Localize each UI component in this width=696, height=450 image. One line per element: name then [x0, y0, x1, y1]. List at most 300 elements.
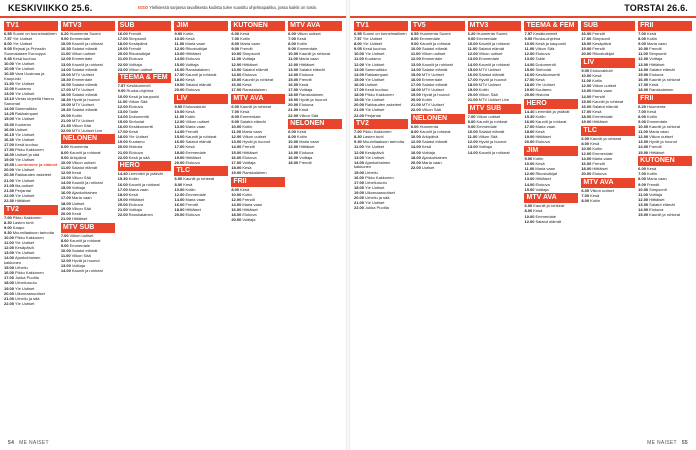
program-title: Jukka Puotila — [365, 205, 389, 211]
program-listing — [61, 217, 115, 222]
program-time: 9.00 — [524, 156, 533, 162]
program-title: Kauniit ja rohkeat — [478, 41, 510, 47]
program-time: 9.00 — [4, 224, 12, 230]
program-time: 8.30 — [354, 134, 362, 140]
program-time: 6.00 — [288, 129, 296, 135]
program-title: Salatut elämät — [478, 129, 505, 135]
program-title: Kotiin — [128, 176, 139, 182]
program-time: 8.00 — [638, 176, 646, 182]
program-time: 18.00 — [288, 92, 299, 98]
program-title: Rakkauden askeleet — [15, 172, 52, 178]
program-title: Hittiäiset — [649, 61, 665, 67]
program-time: 16.00 — [117, 31, 128, 36]
program-time: 18.00 — [174, 76, 185, 82]
program-title: Suomi on tunnelmallinen — [362, 31, 407, 36]
program-title: Elokuva — [592, 171, 607, 177]
program-title: Salatut elämät — [421, 66, 448, 72]
program-title: Hyvät ja huonot — [649, 139, 677, 145]
program-time: 13.00 — [638, 201, 649, 207]
channel-header: SUB — [118, 21, 172, 31]
program-title: Sammalikko — [365, 66, 387, 72]
program-time: 19.00 — [288, 97, 299, 103]
program-time: 9.00 — [410, 41, 419, 47]
program-time: 18.00 — [231, 164, 242, 170]
program-time: 8.00 — [4, 41, 12, 47]
left-page-number: 54 — [8, 440, 15, 446]
channel-header: KUTONEN — [638, 156, 692, 166]
program-time: 16.00 — [60, 81, 71, 87]
program-time: 17.00 — [354, 87, 365, 93]
program-title: Dokumentti — [128, 113, 149, 119]
program-title: Voittaja — [128, 207, 142, 213]
program-time: 19.00 — [174, 154, 185, 160]
listing-column — [411, 20, 465, 434]
program-time: 10.00 — [4, 61, 15, 67]
program-time: 10.00 — [231, 124, 242, 130]
program-time: 13.00 — [174, 51, 185, 57]
program-title: Viikon uutiset — [69, 232, 94, 238]
program-time: 10.30 — [4, 71, 15, 77]
program-time: 16.00 — [581, 103, 592, 109]
program-listing — [231, 88, 285, 93]
program-title: Frendit — [646, 181, 660, 187]
program-time: 22.00 — [117, 154, 128, 160]
program-time: 11.00 — [524, 166, 535, 172]
program-time: 8.00 — [231, 113, 240, 119]
program-title: Emmerdale — [421, 76, 443, 82]
program-title: Salatut elämät — [71, 164, 98, 170]
program-title: Elokuva — [242, 71, 257, 77]
program-time: 16.00 — [117, 124, 128, 130]
program-time: 6.20 — [60, 31, 69, 36]
program-title: Viikon uutiset — [649, 134, 673, 140]
program-time: 17.00 — [410, 81, 421, 87]
program-time: 18.00 — [410, 87, 421, 93]
program-listing — [118, 156, 172, 161]
program-title: Salatut elämät — [535, 218, 562, 224]
program-title: MTV Uutiset — [71, 71, 94, 77]
program-title: Ranskalainen — [242, 87, 267, 93]
program-title: MTV Uutiset Live — [478, 97, 510, 103]
program-title: Ajankohtainen kakkonen — [4, 255, 41, 266]
program-title: Kesä — [421, 144, 431, 150]
program-title: Voittaja — [242, 217, 256, 223]
program-title: Kesäkummeli — [533, 31, 558, 36]
program-time: 19.30 — [60, 107, 71, 113]
program-title: Sammalikko — [15, 106, 37, 112]
right-header-rule — [350, 16, 696, 18]
channel-header: LIV — [174, 94, 228, 104]
program-title: MTV Uutiset — [478, 81, 501, 87]
program-title: Viikon uutiset — [71, 51, 96, 57]
program-listing — [411, 166, 465, 171]
program-time: 9.00 — [581, 68, 590, 74]
program-title: Kesä — [185, 76, 195, 82]
program-title: Emmerdale — [592, 113, 613, 119]
program-time: 12.00 — [60, 56, 71, 62]
program-title: Kesä — [533, 208, 543, 214]
program-title: Emmerdale — [71, 56, 93, 62]
program-title: Yle Uutiset — [128, 134, 149, 140]
program-time: 9.00 — [60, 154, 69, 160]
program-time: 13.00 — [4, 91, 15, 97]
program-time: 14.00 — [174, 196, 185, 202]
program-title: Yle Uutiset — [365, 200, 385, 206]
channel-header: TV1 — [4, 21, 58, 31]
program-title: Rejmai ja Prinssiin Suomalaisen Eurooppa — [4, 46, 46, 56]
program-time: 21.00 — [60, 117, 71, 123]
program-title: MTV Uutiset — [71, 87, 94, 93]
right-page-day-header: TORSTAI 26.6. — [624, 3, 688, 13]
program-listing — [231, 218, 285, 223]
program-time: 11.00 — [231, 129, 242, 135]
program-title: Frendit — [128, 46, 142, 52]
program-title: Kauniit ja rohkeat — [71, 61, 103, 67]
program-title: Elokuva — [299, 102, 314, 108]
program-title: Yle Uutiset — [15, 131, 35, 137]
program-title: Ajankohtainen — [421, 154, 448, 160]
program-time: 10.00 — [638, 124, 649, 130]
program-title: Salatut elämät — [71, 66, 98, 72]
program-time: 10.00 — [60, 41, 71, 47]
program-listing — [638, 213, 692, 218]
program-listing — [231, 171, 285, 176]
program-title: Kesä — [535, 161, 545, 167]
program-time: 14.00 — [638, 66, 649, 72]
program-time: 10.00 — [524, 41, 535, 47]
program-time: 14.00 — [60, 180, 71, 186]
channel-header: MTV3 — [61, 21, 115, 31]
program-time: 16.00 — [60, 190, 71, 196]
program-title: Simpsonit — [242, 51, 260, 57]
program-title: Kauniit ja rohkeat — [592, 98, 624, 104]
program-title: Maria vaan — [535, 124, 556, 130]
program-title: Hittiäiset — [649, 196, 665, 202]
program-title: Emmerdale — [421, 56, 443, 62]
program-time: 7.57 — [524, 31, 533, 36]
program-time: 8.00 — [174, 181, 183, 187]
program-time: 16.00 — [231, 81, 242, 87]
program-title: Elokuva — [185, 56, 200, 62]
program-title: Ajankohtainen kakkonen — [354, 159, 391, 170]
program-time: 13.00 — [354, 66, 365, 72]
program-time: 15.30 — [117, 176, 128, 182]
program-time: 21.00 — [4, 295, 15, 301]
program-time: 15.00 — [288, 76, 299, 82]
program-title: Frendit — [592, 161, 605, 167]
program-title: Kesä — [646, 31, 657, 36]
program-title: Emmerdale — [240, 113, 261, 119]
program-time: 11.00 — [4, 240, 14, 246]
program-title: Huomenta Suomi — [476, 31, 508, 36]
program-time: 15.00 — [174, 134, 185, 140]
program-time: 20.00 — [117, 51, 128, 57]
program-time: 18.00 — [174, 207, 185, 213]
program-time: 21.30 — [60, 122, 71, 128]
promo-strip — [138, 5, 343, 15]
program-time: 11.00 — [117, 98, 128, 104]
program-title: Hittiäiset — [299, 61, 315, 67]
program-time: 19.00 — [174, 81, 185, 87]
program-time: 19.00 — [60, 205, 71, 211]
program-title: Kesä — [128, 129, 138, 135]
program-title: Voittaja — [185, 61, 199, 67]
program-title: Elokuva — [535, 139, 550, 145]
program-time: 16.00 — [174, 139, 185, 145]
program-title: Frendit — [592, 46, 605, 52]
program-title: Maria vaan — [242, 201, 263, 207]
program-time: 14.00 — [524, 61, 535, 67]
program-time: 13.00 — [60, 263, 71, 269]
program-title: Yle Uutiset — [14, 240, 35, 246]
program-time: 18.00 — [581, 41, 592, 47]
program-title: Kauniit ja rohkeat — [649, 212, 681, 218]
program-title: Yle Uutiset — [14, 81, 35, 87]
program-time: 8.00 — [638, 113, 646, 119]
program-time: 12.00 — [4, 86, 15, 92]
program-title: Maria vaan — [299, 139, 319, 145]
program-listing — [354, 161, 408, 170]
program-title: Muumilaakson tarinoita — [12, 229, 54, 235]
program-title: Hittiäiset — [592, 166, 608, 172]
program-time: 7.57 — [4, 36, 12, 42]
program-time: 20.30 — [4, 172, 15, 178]
channel-header: FRII — [231, 177, 285, 187]
program-title: Salatut elämät — [71, 81, 98, 87]
program-title: Kesä ja kaupunki — [128, 93, 160, 99]
program-title: Kotiin — [535, 113, 546, 119]
program-title: Pikku Kakkonen — [12, 214, 42, 220]
program-title: Yle Uutiset — [365, 51, 385, 57]
program-title: Viikon uutiset — [421, 51, 446, 57]
program-title: Salatut elämät — [71, 247, 98, 253]
program-title: Kesäpäivä — [128, 41, 148, 47]
program-time: 15.00 — [524, 186, 535, 192]
program-title: Yle Uutiset — [535, 81, 555, 87]
program-time: 22.00 — [354, 205, 365, 211]
program-time: 13.00 — [354, 154, 365, 160]
program-time: 12.00 — [410, 139, 421, 145]
program-title: Urheilu — [365, 169, 378, 175]
program-title: Yle Uutiset — [364, 144, 385, 150]
program-time: 13.00 — [581, 88, 592, 94]
program-title: Perjantai — [15, 187, 31, 193]
program-title: Maria vaan — [298, 56, 319, 62]
program-title: Rikostutkijat — [128, 51, 151, 57]
program-title: Arkipäivä — [421, 134, 439, 140]
program-title: Viikon uutiset — [478, 51, 503, 57]
program-time: 14.00 — [467, 61, 478, 67]
program-time: 19.00 — [354, 189, 365, 195]
program-time: 16.00 — [231, 154, 242, 160]
channel-header: FRII — [638, 21, 692, 31]
program-listing — [524, 220, 578, 225]
program-title: Salatut elämät — [478, 46, 505, 52]
program-title: Lasten tunti — [12, 219, 34, 225]
program-title: Salatut elämät — [71, 46, 98, 52]
program-time: 19.00 — [524, 87, 535, 93]
program-title: Hittiäiset — [592, 119, 608, 125]
program-time: 18.00 — [354, 184, 365, 190]
program-title: Kesä — [128, 191, 138, 197]
program-title: Elokuva — [185, 159, 200, 165]
program-title: Kotiin — [183, 31, 194, 36]
program-title: Pikku Kakkonen — [15, 146, 44, 152]
program-time: 15.00 — [231, 149, 242, 155]
program-time: 19.00 — [467, 87, 478, 93]
channel-header: TV5 — [411, 21, 465, 31]
program-listing — [524, 93, 578, 98]
program-title: Uutiset ja sää — [15, 152, 40, 158]
program-title: Kotiin — [592, 145, 603, 151]
program-time: 11.00 — [60, 51, 71, 57]
program-time: 18.00 — [60, 200, 71, 206]
program-title: Pikku Kakkonen — [15, 270, 44, 276]
program-time: 15.00 — [354, 169, 365, 175]
program-time: 8.00 — [231, 186, 240, 192]
program-title: Frendit — [240, 46, 253, 52]
program-title: Emmerdale — [69, 242, 91, 248]
program-title: Viikon uutiset — [296, 31, 321, 36]
program-title: Arkipäivä — [69, 154, 87, 160]
program-title: Pikku Kakkonen — [365, 92, 394, 98]
program-time: 18.00 — [638, 87, 649, 93]
program-time: 15.00 — [231, 76, 242, 82]
program-title: Frendit — [299, 159, 312, 165]
program-time: 11.00 — [524, 46, 535, 52]
program-title: Taide — [128, 108, 139, 114]
program-title: Yle Uutiset — [365, 184, 385, 190]
listing-column — [524, 20, 578, 434]
program-title: Viikon uutiset — [128, 66, 153, 72]
program-title: Kotiin — [533, 156, 544, 162]
program-listing — [174, 213, 228, 218]
program-title: MTV Uutiset — [478, 66, 501, 72]
program-title: Yle Uutiset — [15, 61, 35, 67]
program-listing — [581, 52, 635, 57]
program-time: 12.00 — [174, 46, 185, 52]
program-time: 20.00 — [354, 195, 365, 201]
program-time: 7.00 — [231, 36, 240, 42]
program-time: 18.00 — [524, 129, 535, 135]
program-title: Emmerdale — [476, 36, 497, 42]
program-time: 15.00 — [60, 185, 71, 191]
program-time: 17.00 — [524, 76, 535, 82]
program-title: Huomenta — [69, 144, 89, 150]
program-time: 14.00 — [4, 255, 15, 261]
program-time: 19.00 — [117, 46, 128, 52]
program-time: 6.00 — [231, 31, 240, 36]
program-time: 20.00 — [581, 51, 592, 57]
program-time: 8.00 — [524, 208, 533, 214]
program-listing — [118, 213, 172, 218]
program-title: Salatut elämät — [185, 81, 212, 87]
program-time: 9.00 — [60, 36, 69, 42]
program-listing — [581, 172, 635, 177]
program-time: 16.30 — [4, 136, 15, 142]
channel-header: JIM — [174, 21, 228, 31]
program-time: 13.00 — [117, 108, 128, 114]
program-title: Viikon uutiset — [592, 83, 617, 89]
program-title: Ranskalainen — [299, 92, 324, 98]
program-title: Viikon uutiset — [71, 159, 96, 165]
program-title: Yle Uutiset — [365, 76, 385, 82]
program-title: Rakkaimpani — [365, 71, 389, 77]
program-title: Viikon uutiset — [590, 188, 614, 194]
program-title: Elokuva — [185, 212, 200, 218]
program-title: Hittiäiset — [185, 154, 201, 160]
program-title: Kuutamo — [364, 56, 381, 62]
program-time: 8.00 — [60, 237, 69, 243]
program-time: 11.00 — [467, 46, 478, 52]
program-title: Salatut elämät — [649, 66, 675, 72]
program-time: 18.00 — [581, 166, 592, 172]
program-title: Rakkaimpani — [15, 111, 39, 117]
program-time: 12.00 — [524, 51, 535, 57]
program-time: 16.00 — [4, 126, 15, 132]
program-title: Kauniit ja rohkeat — [419, 129, 451, 135]
program-time: 8.00 — [288, 134, 296, 140]
program-listing — [468, 98, 522, 103]
program-title: Kauniit ja rohkeat — [299, 51, 331, 57]
program-time: 21.00 — [4, 177, 15, 183]
program-title: Kuutamo — [15, 86, 32, 92]
right-page-number: 55 — [681, 440, 688, 446]
program-listing — [118, 68, 172, 73]
channel-header: MTV SUB — [468, 104, 522, 114]
program-time: 20.00 — [60, 112, 71, 118]
program-time: 10.00 — [231, 191, 242, 197]
program-time: 20.00 — [174, 212, 185, 218]
program-title: Kauniit ja rohkeat — [69, 149, 101, 155]
program-title: Maria vaan — [185, 124, 206, 130]
program-title: Kesä — [590, 140, 600, 146]
program-title: MTV Uutiset — [71, 117, 94, 123]
program-title: Hyvät ja huonot — [478, 139, 507, 145]
program-time: 16.00 — [524, 71, 535, 77]
program-time: 6.00 — [581, 188, 590, 194]
program-title: Yle Uutiset — [12, 41, 33, 47]
program-time: 14.00 — [174, 56, 185, 62]
program-time: 12.00 — [117, 103, 128, 109]
program-title: Voittaja — [648, 191, 663, 197]
program-title: MTV Uutiset — [421, 87, 444, 93]
program-time: 10.00 — [410, 134, 421, 140]
program-time: 16.00 — [638, 76, 649, 82]
program-title: Elokuva — [242, 212, 257, 218]
program-time: 17.00 — [524, 124, 535, 130]
program-title: Kauniit ja rohkeat — [421, 61, 453, 67]
program-time: 8.00 — [638, 36, 646, 42]
program-title: Ilta-uutiset — [15, 182, 34, 188]
program-title: Kesä ja kaupunki — [535, 41, 566, 47]
program-time: 18.30 — [60, 97, 71, 103]
program-time: 13.00 — [60, 175, 71, 181]
program-title: Kauniit ja rohkeat — [649, 124, 681, 130]
program-title: Yle Uutiset — [15, 136, 35, 142]
program-time: 15.00 — [410, 71, 421, 77]
program-title: Elokuva — [535, 51, 550, 57]
program-title: Urheiluruutu — [365, 179, 387, 185]
channel-header: SUB — [581, 21, 635, 31]
program-time: 21.00 — [117, 56, 128, 62]
program-time: 17.00 — [467, 76, 478, 82]
program-time: 22.00 — [60, 127, 71, 133]
program-time: 7.00 — [638, 108, 646, 114]
program-time: 20.00 — [581, 171, 592, 177]
program-title: Kauniit ja rohkeat — [185, 134, 217, 140]
program-time: 17.00 — [60, 195, 71, 201]
